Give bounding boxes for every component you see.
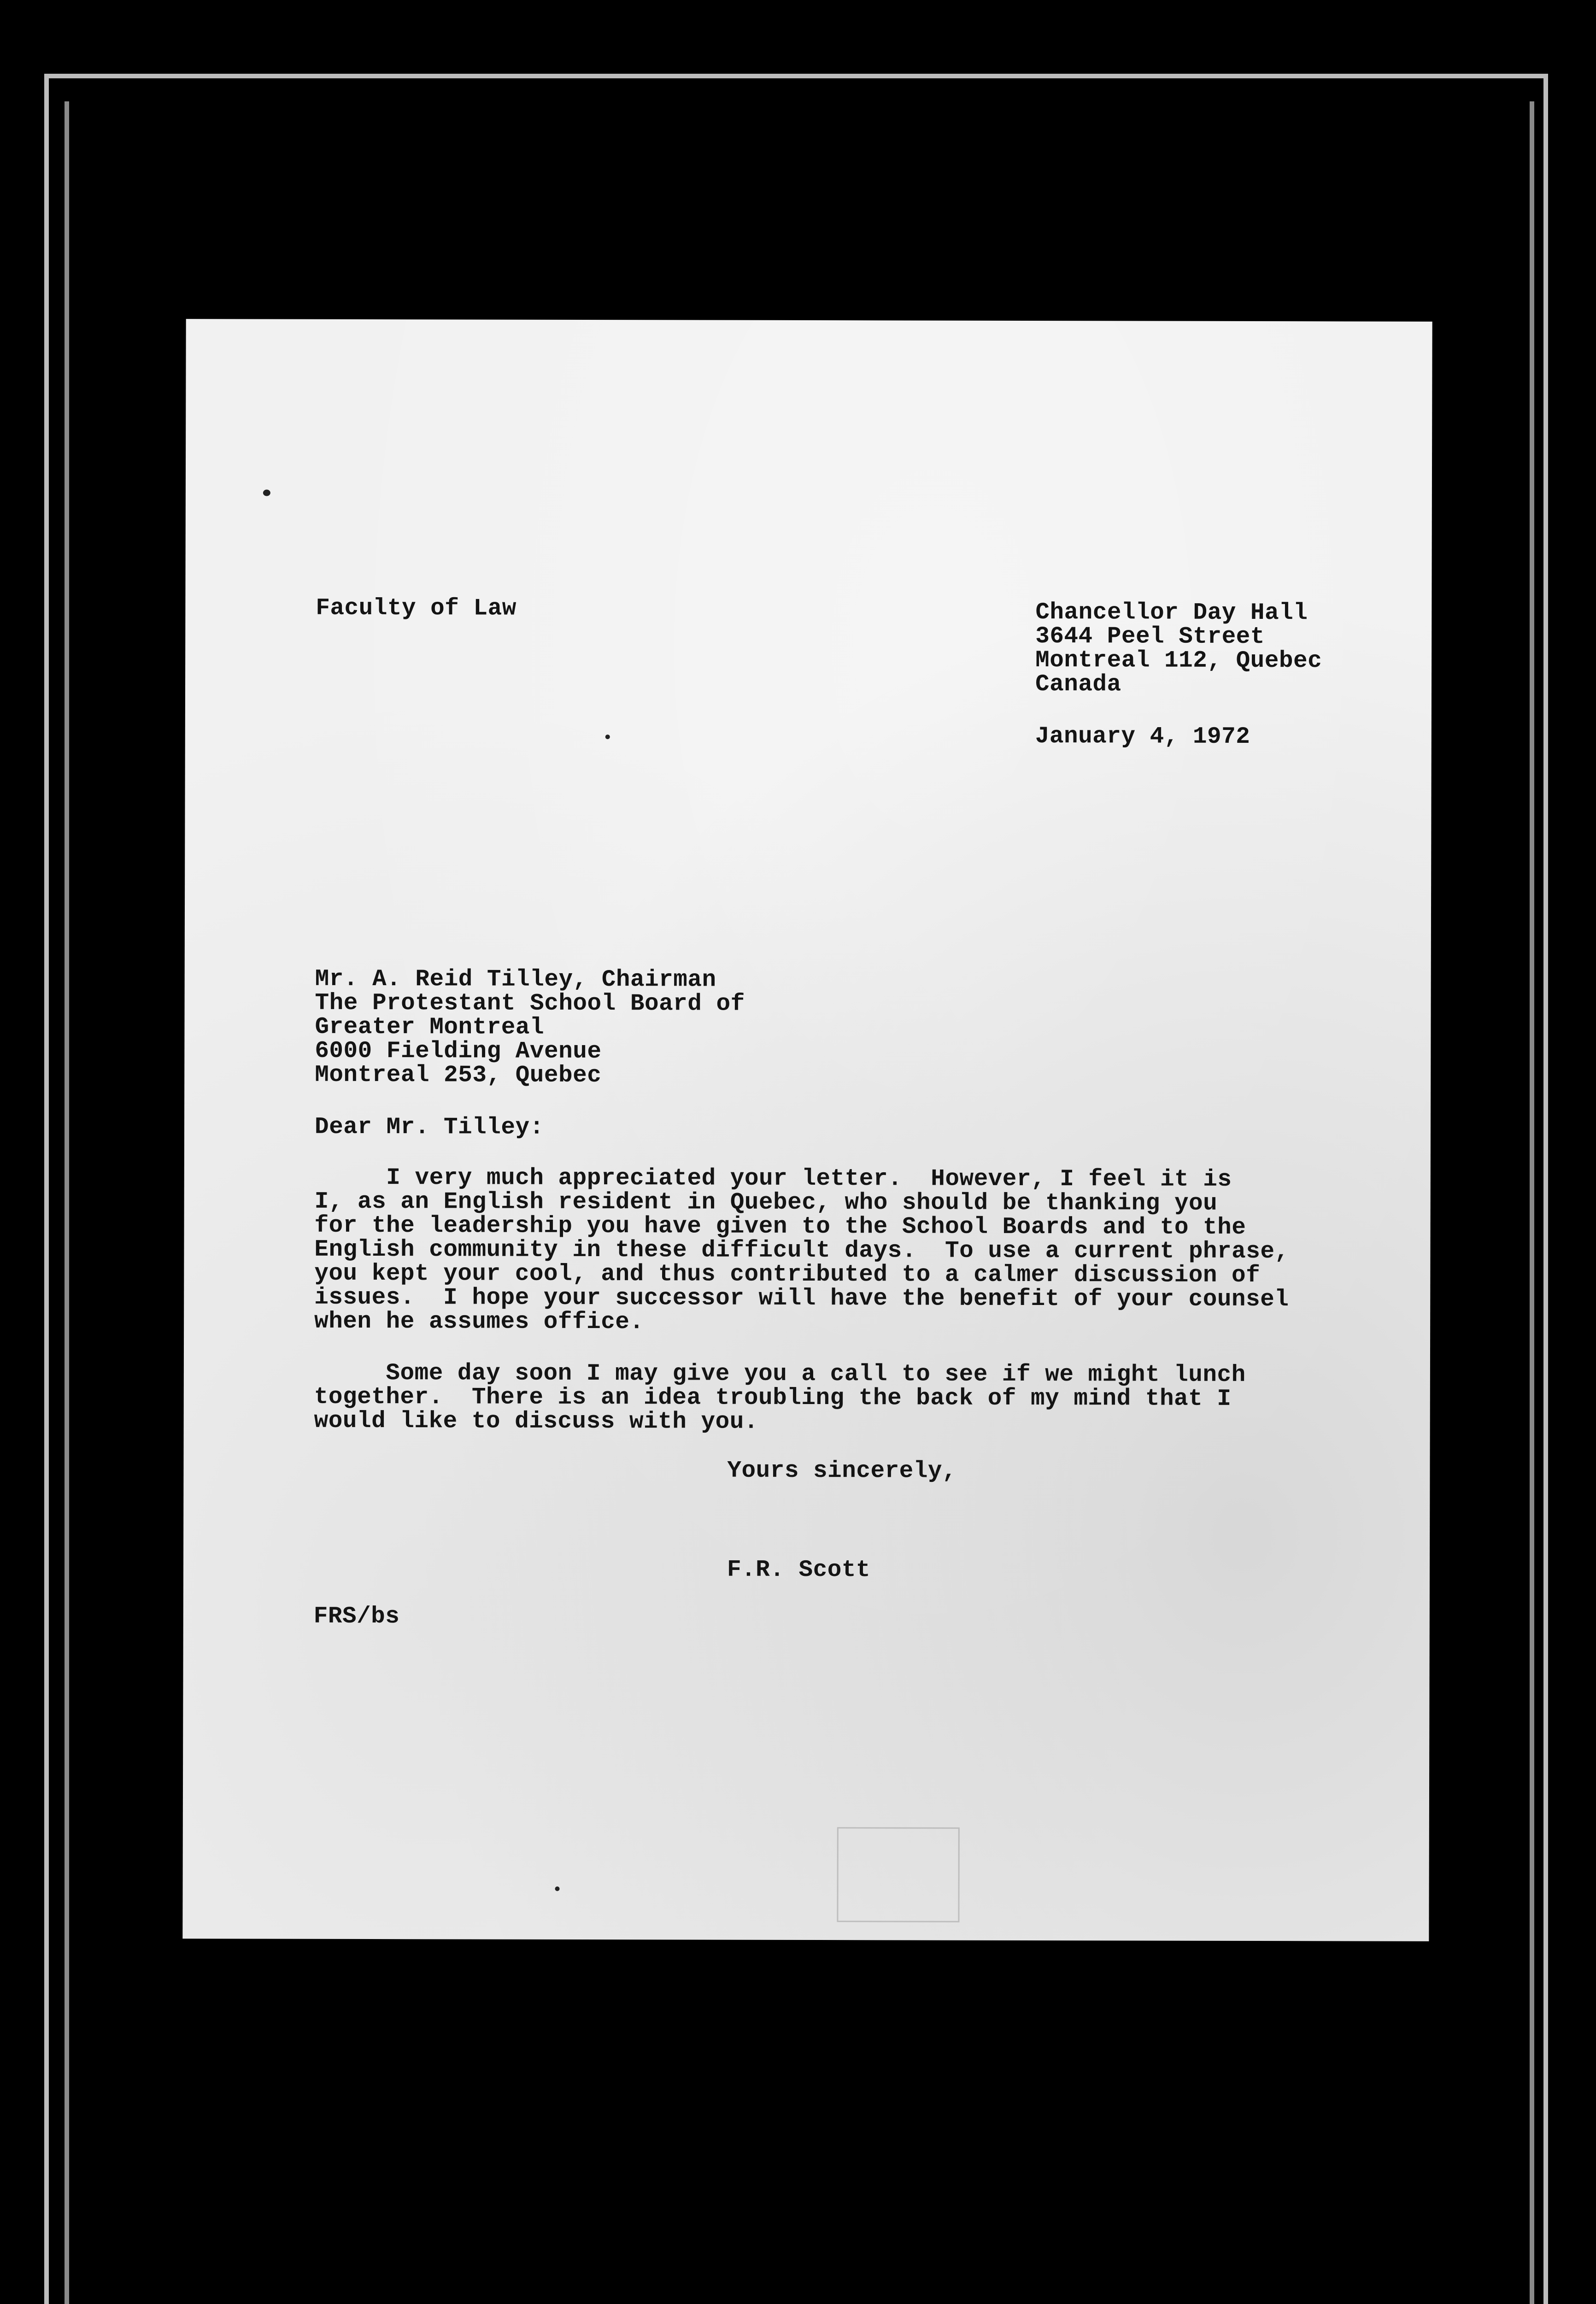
body-line: English community in these difficult days. To use a current phrase, [314, 1236, 1289, 1265]
letter-page [182, 319, 1432, 1941]
body-line: together. There is an idea troubling the back of my mind that I [314, 1384, 1232, 1412]
sender-address-line: Chancellor Day Hall [1035, 600, 1308, 627]
dust-speck [263, 490, 270, 496]
body-line: I very much appreciated your letter. However, I feel it is [314, 1164, 1232, 1193]
recipient-line: Greater Montreal [315, 1014, 545, 1041]
closing: Yours sincerely, [727, 1458, 957, 1485]
sender-address-line: 3644 Peel Street [1035, 623, 1265, 651]
sender-address-line: Canada [1035, 671, 1121, 698]
dust-speck [555, 1887, 560, 1891]
recipient-line: 6000 Fielding Avenue [315, 1038, 602, 1065]
dust-speck [605, 735, 610, 739]
sender-unit: Faculty of Law [316, 595, 516, 622]
faded-stamp [837, 1827, 959, 1922]
body-line: you kept your cool, and thus contributed to a calmer discussion of [314, 1260, 1261, 1289]
sender-address-line: Montreal 112, Quebec [1035, 647, 1322, 675]
recipient-line: Mr. A. Reid Tilley, Chairman [315, 966, 716, 993]
typist-initials: FRS/bs [313, 1603, 400, 1630]
salutation: Dear Mr. Tilley: [314, 1114, 544, 1141]
body-line: would like to discuss with you. [314, 1408, 758, 1435]
recipient-line: The Protestant School Board of [315, 990, 745, 1017]
body-line: when he assumes office. [314, 1308, 644, 1336]
recipient-line: Montreal 253, Quebec [315, 1062, 602, 1089]
signer-name: F.R. Scott [727, 1557, 871, 1584]
body-line: I, as an English resident in Quebec, who should be thanking you [314, 1188, 1218, 1217]
body-line: issues. I hope your successor will have the benefit of your counsel [314, 1284, 1289, 1313]
body-line: Some day soon I may give you a call to see if we might lunch [314, 1360, 1246, 1388]
body-line: for the leadership you have given to the School Boards and to the [314, 1212, 1246, 1241]
letter-date: January 4, 1972 [1035, 723, 1250, 751]
